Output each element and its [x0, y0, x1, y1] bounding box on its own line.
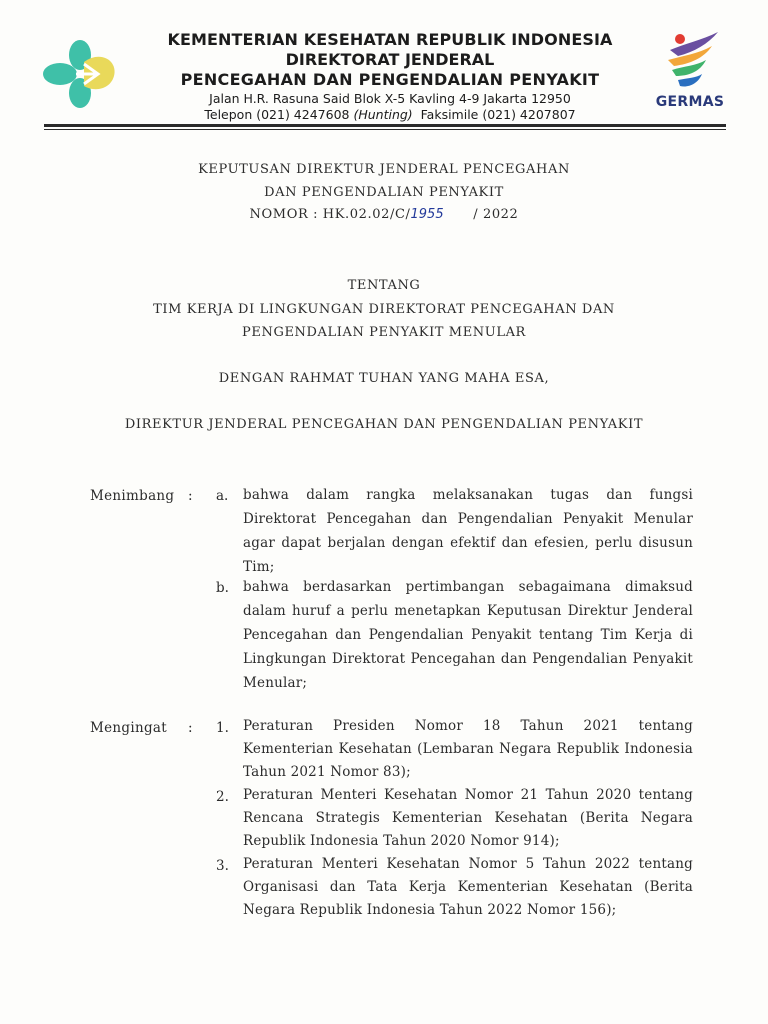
- decree-number-handwritten: 1955: [410, 207, 444, 222]
- germas-figure-icon: [658, 30, 722, 92]
- mengingat-label: Mengingat: [90, 720, 167, 736]
- germas-logo: [650, 30, 730, 114]
- decree-number-prefix: NOMOR : HK.02.02/C/: [249, 207, 411, 222]
- mengingat-item-3: Peraturan Menteri Kesehatan Nomor 5 Tahun 2022 tentang Organisasi dan Tata Kerja Kementerian Kesehatan (Berita Negara Republik Indonesia Tahun 2022 Nomor 156);: [243, 856, 693, 918]
- menimbang-label: Menimbang: [90, 488, 175, 504]
- tentang-heading: TENTANG: [347, 278, 421, 293]
- germas-label: GERMAS: [655, 94, 725, 110]
- authority-line: DIREKTUR JENDERAL PENCEGAHAN DAN PENGENDALIAN PENYAKIT: [124, 417, 644, 432]
- fax: Faksimile (021) 4207807: [412, 107, 576, 122]
- menimbang-colon: :: [188, 488, 193, 504]
- mengingat-marker-1: 1.: [216, 720, 229, 736]
- decree-title-line2: DAN PENGENDALIAN PENYAKIT: [264, 185, 504, 200]
- contact-line: [140, 107, 640, 123]
- letterhead: [140, 30, 640, 123]
- mengingat-marker-3: 3.: [216, 858, 229, 874]
- phone-note: (Hunting): [353, 107, 413, 122]
- subject-line2: PENGENDALIAN PENYAKIT MENULAR: [242, 325, 526, 340]
- menimbang-marker-b: b.: [216, 580, 229, 596]
- mengingat-marker-2: 2.: [216, 789, 229, 805]
- decree-number-suffix: / 2022: [468, 207, 519, 222]
- decree-number: [84, 207, 684, 222]
- subject-line1: TIM KERJA DI LINGKUNGAN DIREKTORAT PENCEGAHAN DAN: [153, 302, 615, 317]
- blessing-line: DENGAN RAHMAT TUHAN YANG MAHA ESA,: [218, 371, 550, 386]
- menimbang-item-b: bahwa berdasarkan pertimbangan sebagaimana dimaksud dalam huruf a perlu menetapkan Keputusan Direktur Jenderal Pencegahan dan Pengendalian Penyakit tentang Tim Kerja di Lingkungan Direktorat Pencegahan dan Pengendalian Penyakit Menular;: [243, 579, 693, 691]
- mengingat-colon: :: [188, 720, 193, 736]
- letterhead-divider-thin: [44, 129, 726, 130]
- menimbang-item-a: bahwa dalam rangka melaksanakan tugas dan fungsi Direktorat Pencegahan dan Pengendalian Penyakit Menular agar dapat berjalan dengan efektif dan efesien, perlu disusun Tim;: [243, 487, 693, 575]
- directorate-name: DIREKTORAT JENDERAL: [285, 50, 495, 69]
- mengingat-item-1: Peraturan Presiden Nomor 18 Tahun 2021 tentang Kementerian Kesehatan (Lembaran Negara Republik Indonesia Tahun 2021 Nomor 83);: [243, 718, 693, 780]
- phone: Telepon (021) 4247608: [204, 107, 354, 122]
- letterhead-divider: [44, 124, 726, 127]
- ministry-name: KEMENTERIAN KESEHATAN REPUBLIK INDONESIA: [167, 30, 613, 49]
- decree-title-line1: KEPUTUSAN DIREKTUR JENDERAL PENCEGAHAN: [198, 162, 570, 177]
- division-name: PENCEGAHAN DAN PENGENDALIAN PENYAKIT: [180, 70, 600, 89]
- mengingat-item-2: Peraturan Menteri Kesehatan Nomor 21 Tahun 2020 tentang Rencana Strategis Kementerian Kesehatan (Berita Negara Republik Indonesia Tahun 2020 Nomor 914);: [243, 787, 693, 849]
- address: Jalan H.R. Rasuna Said Blok X-5 Kavling 4-9 Jakarta 12950: [209, 91, 571, 106]
- menimbang-marker-a: a.: [216, 488, 229, 504]
- kemenkes-logo-icon: [40, 38, 120, 110]
